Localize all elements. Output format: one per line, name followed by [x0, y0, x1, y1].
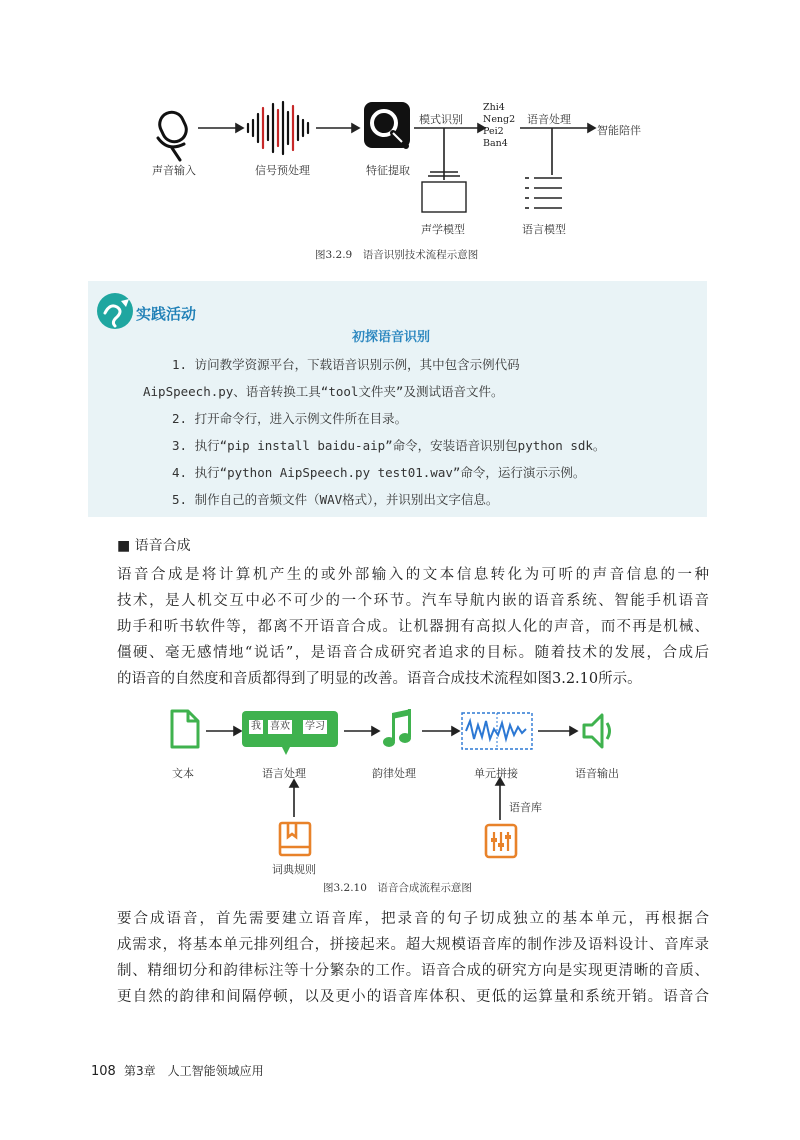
paragraph-line: 语音合成是将计算机产生的或外部输入的文本信息转化为可听的声音信息的一种: [117, 567, 709, 583]
magnifier-icon: [364, 102, 410, 148]
arrow-s3: [422, 727, 459, 735]
label-dictionary-rules: 词典规则: [272, 863, 316, 876]
activity-line: AipSpeech.py、语音转换工具“tool文件夹”及测试语音文件。: [143, 384, 504, 399]
arrow-up-dict: [290, 780, 298, 817]
token: Pei2: [483, 126, 504, 137]
label-speech-output: 语音输出: [575, 767, 619, 780]
microphone-icon: [156, 108, 190, 160]
arrow-4: [520, 124, 595, 175]
arrow-s1: [206, 727, 241, 735]
label-language-model: 语言模型: [522, 223, 566, 236]
paragraph-line: 更自然的韵律和间隔停顿，以及更小的语音库体积、更低的运算量和系统开销。语音合: [117, 989, 709, 1005]
token: Ban4: [483, 138, 508, 149]
activity-line: 2. 打开命令行，进入示例文件所在目录。: [172, 411, 408, 426]
figure-caption-3-2-10: 图3.2.10 语音合成流程示意图: [323, 882, 472, 894]
chapter-title: 第3章 人工智能领域应用: [123, 1064, 264, 1078]
paragraph-1: [117, 562, 709, 692]
label-signal-preprocess: 信号预处理: [255, 164, 310, 177]
document-icon: [172, 711, 198, 747]
activity-line: 4. 执行“python AipSpeech.py test01.wav”命令，运行演示示例。: [172, 465, 586, 480]
word-tag: 学习: [302, 719, 328, 735]
activity-badge-icon: [95, 291, 135, 331]
paragraph-line: 的语音的自然度和音质都得到了明显的改善。语音合成技术流程如图3.2.10所示。: [117, 671, 642, 687]
token: Neng2: [483, 114, 516, 125]
paragraph-line: 制、精细切分和韵律标注等十分繁杂的工作。语音合成的研究方向是实现更清晰的音质、: [117, 963, 709, 979]
activity-line: 1. 访问教学资源平台，下载语音识别示例，其中包含示例代码: [172, 357, 520, 372]
label-text: 文本: [172, 767, 194, 780]
arrow-2: [316, 124, 359, 132]
token-list: [483, 102, 515, 150]
paragraph-2: [117, 906, 709, 1010]
section-heading: ■ 语音合成: [117, 538, 191, 554]
label-language-processing-2: 语言处理: [262, 767, 306, 780]
arrow-1: [198, 124, 243, 132]
paragraph-line: 要合成语音，首先需要建立语音库，把录音的句子切成独立的基本单元，再根据合: [117, 911, 709, 927]
activity-title: 实践活动: [136, 305, 197, 323]
word-tag: 我: [248, 719, 264, 735]
speech-library-icon: [486, 825, 516, 857]
arrow-s2: [344, 727, 379, 735]
music-note-icon: [383, 709, 411, 747]
activity-subtitle: 初探语音识别: [352, 330, 431, 345]
speech-synthesis-diagram: [160, 705, 640, 865]
label-smart-companion: 智能陪伴: [597, 124, 641, 137]
arrow-s4: [538, 727, 577, 735]
token: Zhi4: [483, 102, 505, 113]
page-number: 108: [91, 1064, 116, 1079]
splice-waveform-icon: [462, 713, 532, 749]
waveform-icon: [248, 102, 308, 154]
language-model-icon: [525, 178, 562, 208]
label-pattern-recognition: 模式识别: [419, 113, 463, 126]
label-unit-splicing: 单元拼接: [474, 767, 518, 780]
arrow-up-library: [496, 778, 504, 820]
paragraph-line: 僵硬、毫无感情地“说话”，是语音合成研究者追求的目标。随着技术的发展，合成后: [117, 645, 709, 661]
dictionary-icon: [280, 823, 310, 855]
paragraph-line: 技术，是人机交互中必不可少的一个环节。汽车导航内嵌的语音系统、智能手机语音: [117, 593, 709, 609]
paragraph-line: 助手和听书软件等，都离不开语音合成。让机器拥有高拟人化的声音，而不再是机械、: [117, 619, 709, 635]
figure-caption-3-2-9: 图3.2.9 语音识别技术流程示意图: [315, 249, 479, 261]
label-speech-library: 语音库: [509, 801, 542, 814]
page-footer: [91, 1062, 264, 1079]
label-acoustic-model: 声学模型: [421, 223, 465, 236]
activity-line: 5. 制作自己的音频文件（WAV格式），并识别出文字信息。: [172, 492, 499, 507]
speech-recognition-diagram: [140, 90, 680, 240]
paragraph-line: 成需求，将基本单元排列组合，拼接起来。超大规模语音库的制作涉及语料设计、音库录: [117, 937, 709, 953]
label-feature-extract: 特征提取: [366, 164, 410, 177]
label-language-processing: 语音处理: [527, 113, 571, 126]
label-prosody-processing: 韵律处理: [372, 767, 416, 780]
activity-line: 3. 执行“pip install baidu-aip”命令，安装语音识别包python sdk。: [172, 438, 606, 453]
word-tag: 喜欢: [267, 719, 293, 735]
label-voice-input: 声音输入: [152, 164, 196, 177]
speaker-icon: [584, 715, 610, 747]
